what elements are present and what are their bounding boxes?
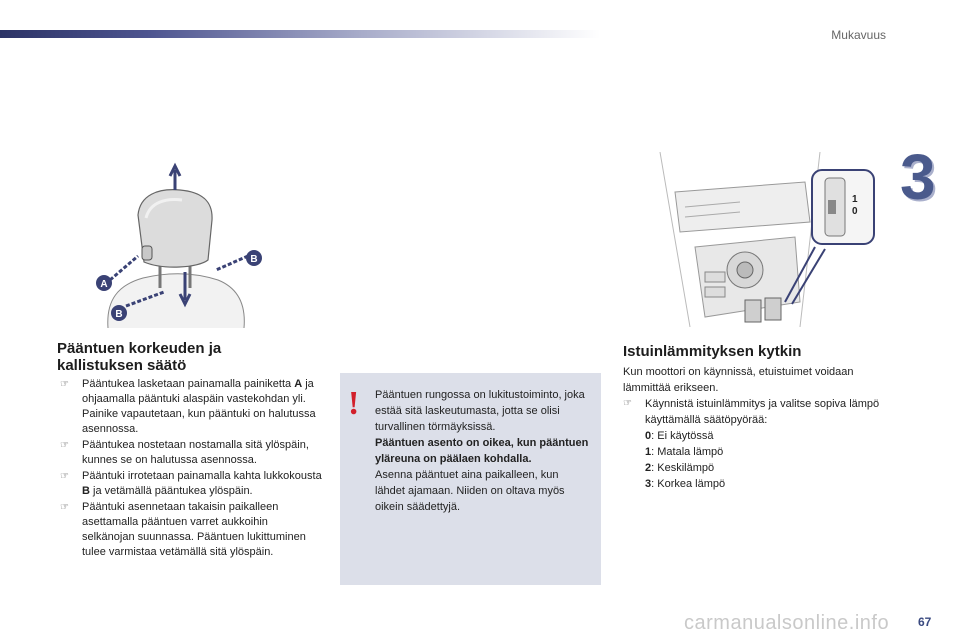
figure-label-b-right: B bbox=[250, 254, 258, 265]
figure-label-b-lower: B bbox=[115, 309, 123, 320]
seat-heating-instructions bbox=[623, 396, 888, 429]
list-item: ☞ Pääntuki asennetaan takaisin paikalleen asettamalla pääntuen varret aukkoihin selkänojan suunnassa. Pääntuen lukittuminen tulee varmistaa vetämällä sitä ylöspäin. bbox=[60, 500, 322, 560]
list-item: ☞ Pääntuki irrotetaan painamalla kahta lukkokousta B ja vetämällä pääntukea ylöspäin. bbox=[60, 469, 322, 499]
figure-label-a: A bbox=[100, 279, 108, 290]
heat-setting-0: 0: Ei käytössä bbox=[645, 430, 714, 442]
seat-heating-intro: Kun moottori on käynnissä, etuistuimet voidaan lämmittää erikseen. bbox=[623, 366, 854, 394]
list-item: ☞ Käynnistä istuinlämmitys ja valitse sopiva lämpö käyttämällä säätöpyörää: bbox=[623, 396, 888, 428]
seat-heating-title: Istuinlämmityksen kytkin bbox=[623, 343, 802, 360]
watermark: carmanualsonline.info bbox=[684, 612, 890, 634]
headrest-instructions bbox=[60, 377, 322, 561]
dial-label-0: 0 bbox=[852, 206, 858, 217]
headrest-figure bbox=[88, 160, 263, 328]
console-figure bbox=[620, 152, 882, 327]
warning-icon: ! bbox=[348, 385, 360, 422]
warning-text: Pääntuen rungossa on lukitustoiminto, joka estää sitä laskeutumasta, jotta se olisi turvallinen törmäyksissä. Pääntuen asento on oikea, kun pääntuen yläreuna on päälaen kohdalla. Asenna pääntuet aina paikalleen, kun lähdet ajamaan. Niiden on oltava myös oikein säädettyjä. bbox=[375, 389, 589, 513]
headrest-title: Pääntuen korkeuden ja kallistuksen säätö bbox=[57, 340, 222, 374]
header-gradient-bar bbox=[0, 30, 600, 38]
chapter-number: 3 bbox=[900, 141, 936, 213]
heat-setting-1: 1: Matala lämpö bbox=[645, 446, 724, 458]
warning-box bbox=[340, 373, 601, 585]
page-number: 67 bbox=[918, 615, 932, 629]
section-title: Mukavuus bbox=[831, 28, 886, 42]
dial-label-1: 1 bbox=[852, 194, 858, 205]
list-item: ☞ Pääntukea nostetaan nostamalla sitä ylöspäin, kunnes se on halutussa asennossa. bbox=[60, 438, 322, 468]
heat-setting-3: 3: Korkea lämpö bbox=[645, 478, 726, 490]
list-item: ☞ Pääntukea lasketaan painamalla painiketta A ja ohjaamalla pääntuki alaspäin vastekohdan yli. Painike vapautetaan, kun pääntuki on halutussa asennossa. bbox=[60, 377, 322, 437]
heat-setting-2: 2: Keskilämpö bbox=[645, 462, 715, 474]
heat-settings bbox=[645, 428, 725, 492]
